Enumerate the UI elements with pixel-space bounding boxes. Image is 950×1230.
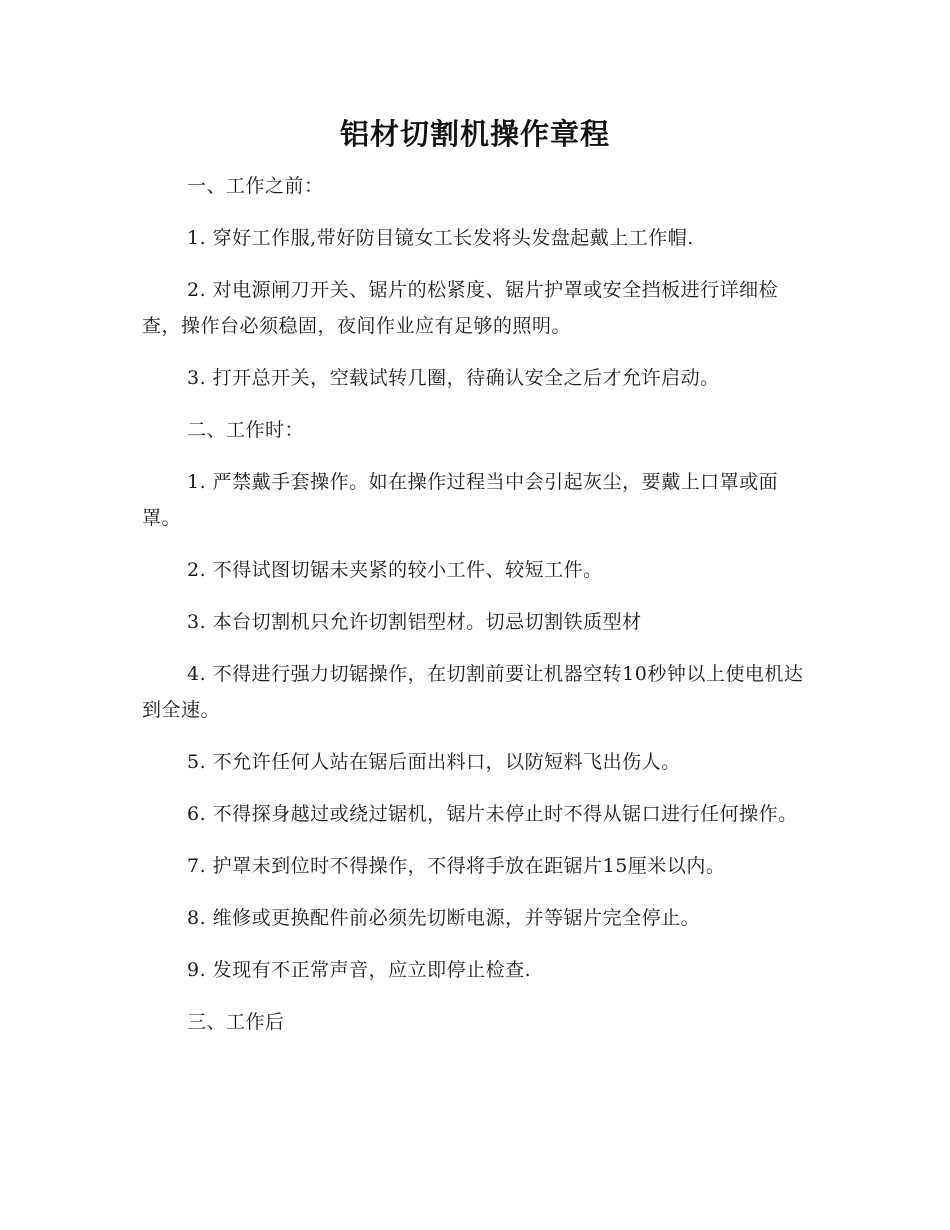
section-heading-before-work: 一、工作之前： <box>187 175 324 197</box>
paragraph-before-3: 3. 打开总开关，空载试转几圈，待确认安全之后才允许启动。 <box>187 367 720 389</box>
paragraph-during-3: 3. 本台切割机只允许切割铝型材。切忌切割铁质型材 <box>187 611 642 633</box>
paragraph-during-4: 4. 不得进行强力切锯操作，在切割前要让机器空转10秒钟以上使电机达到全速。 <box>142 663 804 721</box>
section-heading-after-work: 三、工作后 <box>187 1011 285 1033</box>
document-title: 铝材切割机操作章程 <box>339 117 610 151</box>
paragraph-during-6: 6. 不得探身越过或绕过锯机，锯片未停止时不得从锯口进行任何操作。 <box>187 803 798 825</box>
paragraph-during-8: 8. 维修或更换配件前必须先切断电源，并等锯片完全停止。 <box>187 907 701 929</box>
section-heading-during-work: 二、工作时： <box>187 419 305 441</box>
paragraph-during-2: 2. 不得试图切锯未夹紧的较小工件、较短工件。 <box>187 559 603 581</box>
paragraph-during-5: 5. 不允许任何人站在锯后面出料口，以防短料飞出伤人。 <box>187 751 681 773</box>
paragraph-during-1: 1. 严禁戴手套操作。如在操作过程当中会引起灰尘，要戴上口罩或面罩。 <box>142 471 779 529</box>
paragraph-before-2: 2. 对电源闸刀开关、锯片的松紧度、锯片护罩或安全挡板进行详细检查，操作台必须稳固，夜间作业应有足够的照明。 <box>142 279 779 337</box>
paragraph-before-1: 1. 穿好工作服,带好防目镜女工长发将头发盘起戴上工作帽. <box>187 227 694 249</box>
paragraph-during-9: 9. 发现有不正常声音，应立即停止检查. <box>187 959 532 981</box>
document-body <box>142 168 808 1056</box>
paragraph-during-7: 7. 护罩未到位时不得操作，不得将手放在距锯片15厘米以内。 <box>187 855 726 877</box>
